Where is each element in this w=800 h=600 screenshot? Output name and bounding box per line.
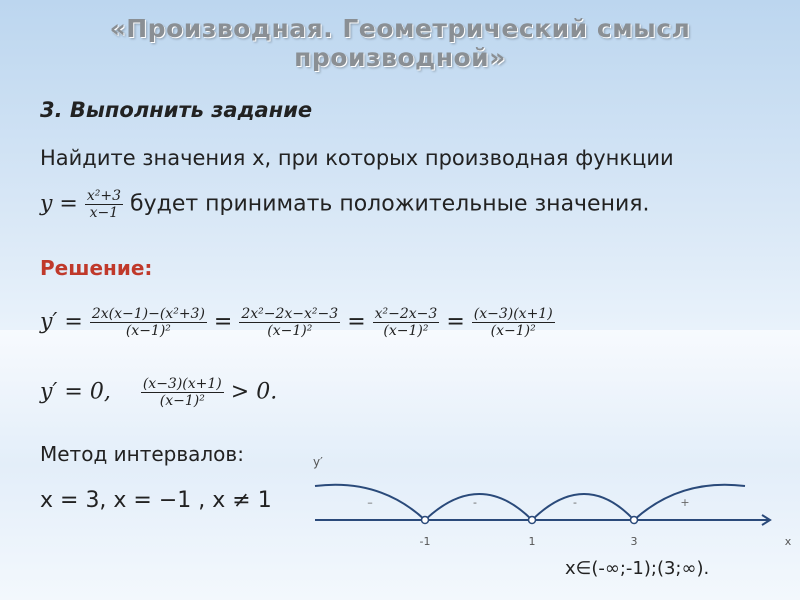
fraction-numerator: x²−2x−3	[374, 306, 438, 322]
function-fraction	[85, 188, 123, 221]
condition-fraction	[141, 376, 224, 409]
equals-sign: =	[213, 309, 233, 335]
solution-label: Решение:	[40, 256, 153, 280]
derivative-fraction-4	[472, 306, 555, 339]
derivative-fraction-2	[239, 306, 340, 339]
axis-point	[631, 517, 638, 524]
fraction-denominator: (x−1)²	[267, 323, 313, 339]
equals-sign: =	[347, 309, 366, 335]
axis-tick-label: 3	[630, 535, 638, 548]
function-numerator: x²+3	[86, 188, 122, 204]
interval-sign: –	[367, 496, 373, 509]
critical-points: x = 3, x = −1 , x ≠ 1	[40, 488, 272, 513]
fraction-numerator: (x−3)(x+1)	[473, 306, 553, 322]
derivative-lhs: y′ =	[40, 309, 83, 335]
derivative-zero: y′ = 0,	[40, 379, 111, 405]
derivative-fraction-3	[373, 306, 440, 339]
interval-arc	[425, 494, 532, 520]
derivative-computation	[40, 306, 555, 339]
fraction-numerator: 2x(x−1)−(x²+3)	[91, 306, 205, 322]
answer: x∈(-∞;-1);(3;∞).	[565, 558, 710, 579]
interval-sign: -	[473, 496, 477, 509]
axis-tick-label: -1	[419, 535, 431, 548]
function-definition	[40, 188, 650, 221]
interval-sign: +	[680, 496, 690, 509]
task-prompt: Найдите значения x, при которых производная функции	[40, 146, 674, 170]
interval-sign: -	[573, 496, 577, 509]
condition-rhs: > 0.	[230, 379, 278, 405]
axis-y-label: y′	[313, 455, 323, 469]
fraction-denominator: (x−1)²	[159, 393, 205, 409]
interval-axis	[300, 448, 800, 548]
method-label: Метод интервалов:	[40, 442, 244, 466]
axis-point	[422, 517, 429, 524]
axis-x-label: x	[784, 535, 792, 548]
fraction-denominator: (x−1)²	[383, 323, 429, 339]
interval-arc	[532, 494, 634, 520]
function-lhs: y =	[40, 191, 78, 217]
slide-title: «Производная. Геометрический смысл производной»	[109, 14, 691, 72]
derivative-condition	[40, 376, 277, 409]
fraction-denominator: (x−1)²	[490, 323, 536, 339]
task-heading: 3. Выполнить задание	[40, 98, 313, 122]
fraction-numerator: (x−3)(x+1)	[142, 376, 222, 392]
task-prompt-continuation: будет принимать положительные значения.	[130, 191, 650, 217]
equals-sign: =	[446, 309, 465, 335]
axis-tick-label: 1	[528, 535, 536, 548]
derivative-fraction-1	[90, 306, 207, 339]
function-denominator: x−1	[89, 205, 119, 221]
axis-point	[529, 517, 536, 524]
fraction-numerator: 2x²−2x−x²−3	[241, 306, 339, 322]
fraction-denominator: (x−1)²	[125, 323, 171, 339]
